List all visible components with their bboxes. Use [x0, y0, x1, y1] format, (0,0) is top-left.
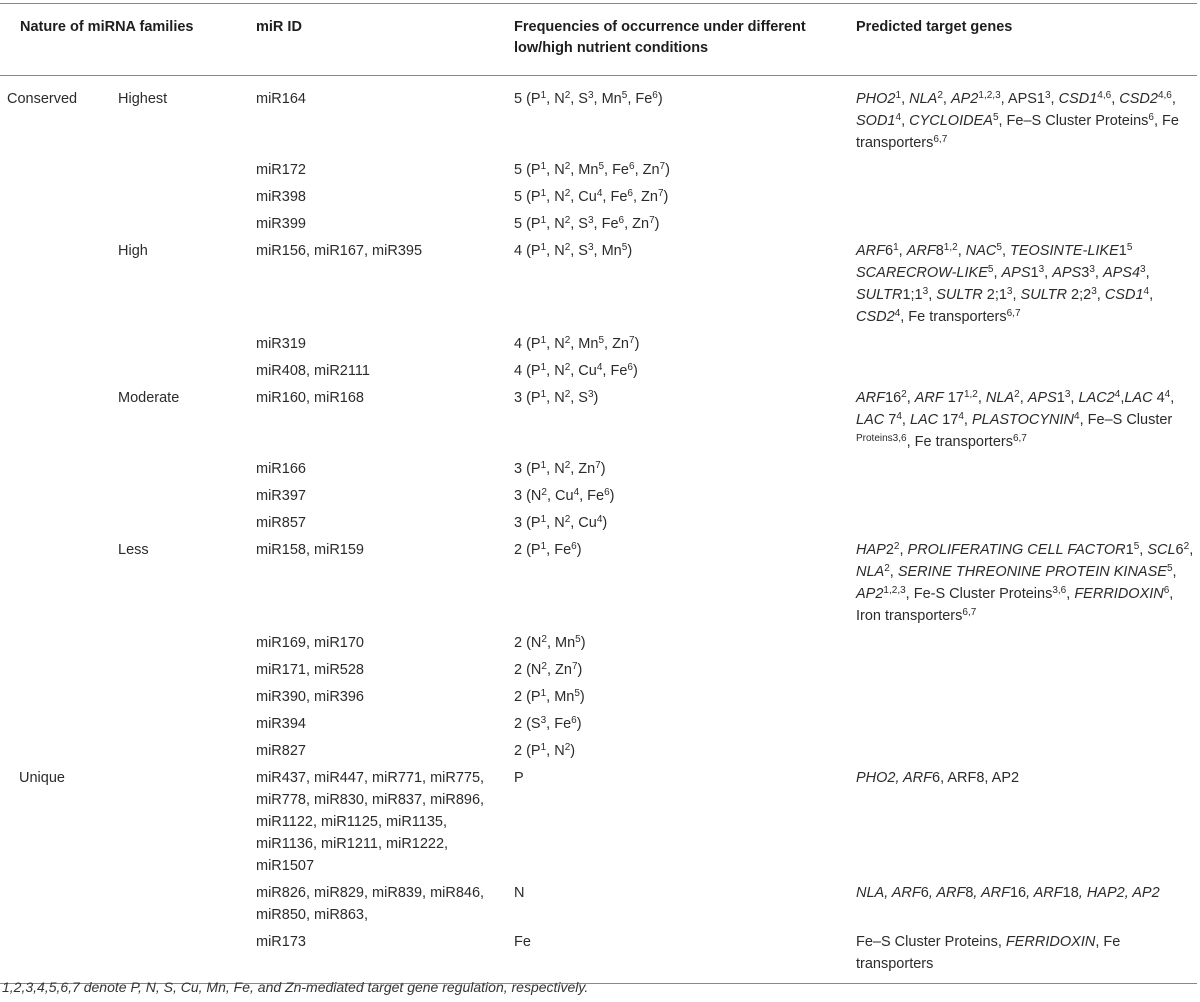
cell-frequency: 3 ($P^1$, $N^2$, Zn$^7$)	[514, 460, 606, 477]
cell-frequency: 2 ($P^1$, Fe$^6$)	[514, 541, 582, 558]
cell-frequency: 3 ($P^1$, $N^2$, Cu$^4$)	[514, 514, 608, 531]
cell-frequency: 4 ($P^1$, $N^2$, Mn$^5$, Zn$^7$)	[514, 335, 640, 352]
cell-targets: $HAP2^2$, PROLIFERATING CELL $FACTOR1^5$, $SCL6^2$, NLA$^2$, SERINE THREONINE PROTEIN KINASE$^5$, AP2$^{1,2,3}$, Fe-S Cluster Proteins$^{3,6}$, FERRIDOXIN$^6$, Iron transporters$^{6,7}$	[856, 541, 1194, 624]
cell-frequency: 5 ($P^1$, $N^2$, Cu$^4$, Fe$^6$, Zn$^7$)	[514, 188, 669, 205]
cell-category	[0, 183, 118, 210]
cell-frequency: 3 ($P^1$, $N^2$, $S^3$)	[514, 389, 599, 406]
cell-frequency: 5 ($P^1$, $N^2$, Mn$^5$, Fe$^6$, Zn$^7$)	[514, 161, 670, 178]
mirna-table	[0, 3, 1197, 984]
cell-category	[0, 710, 118, 737]
cell-mir-id: miR171, miR528	[256, 662, 364, 678]
table-row	[0, 330, 1197, 357]
cell-category	[0, 384, 118, 455]
cell-level	[118, 879, 256, 928]
cell-level: Less	[118, 542, 149, 558]
table-row	[0, 536, 1197, 629]
table-header-row	[0, 4, 1197, 76]
cell-frequency: P	[514, 770, 524, 786]
cell-targets	[856, 330, 1197, 357]
cell-level	[118, 357, 256, 384]
table-row	[0, 764, 1197, 879]
cell-category: Conserved	[7, 91, 78, 107]
cell-frequency: 4 ($P^1$, $N^2$, Cu$^4$, Fe$^6$)	[514, 362, 638, 379]
cell-category	[0, 482, 118, 509]
cell-category	[0, 879, 118, 928]
cell-category	[0, 210, 118, 237]
table-row	[0, 737, 1197, 764]
cell-mir-id: miR160, miR168	[256, 390, 364, 406]
cell-category	[0, 656, 118, 683]
cell-category	[0, 237, 118, 330]
table-footnote: 1,2,3,4,5,6,7 denote P, N, S, Cu, Mn, Fe, and Zn-mediated target gene regulation, respectively.	[2, 979, 589, 995]
cell-targets	[856, 683, 1197, 710]
cell-targets	[856, 455, 1197, 482]
cell-level	[118, 210, 256, 237]
cell-mir-id: miR172	[256, 162, 306, 178]
cell-mir-id: miR408, miR2111	[256, 363, 370, 379]
cell-targets: NLA, ARF6, ARF8, ARF16, ARF18, HAP2, AP2	[856, 885, 1160, 901]
cell-frequency: 2 ($S^3$, Fe$^6$)	[514, 715, 582, 732]
cell-frequency: 2 ($P^1$, Mn$^5$)	[514, 688, 585, 705]
cell-category	[0, 629, 118, 656]
cell-category: Unique	[19, 770, 65, 786]
cell-level	[118, 482, 256, 509]
cell-targets	[856, 509, 1197, 536]
cell-targets: Fe–S Cluster Proteins, FERRIDOXIN, Fe transporters	[856, 928, 1197, 984]
cell-level	[118, 683, 256, 710]
cell-mir-id: miR164	[256, 91, 306, 107]
cell-mir-id: miR158, miR159	[256, 542, 364, 558]
cell-mir-id: miR319	[256, 336, 306, 352]
table-row	[0, 237, 1197, 330]
header-mir-id: miR ID	[256, 4, 514, 76]
cell-frequency: 4 ($P^1$, $N^2$, $S^3$, Mn$^5$)	[514, 242, 633, 259]
cell-frequency: 5 ($P^1$, $N^2$, $S^3$, Mn$^5$, Fe$^6$)	[514, 90, 663, 107]
cell-targets: PHO2, ARF6, ARF8, AP2	[856, 770, 1020, 786]
cell-mir-id: miR826, miR829, miR839, miR846, miR850, miR863,	[256, 885, 485, 923]
cell-targets	[856, 629, 1197, 656]
cell-mir-id: miR399	[256, 216, 306, 232]
cell-targets	[856, 710, 1197, 737]
cell-frequency: 2 ($N^2$, Mn$^5$)	[514, 634, 586, 651]
cell-level	[118, 509, 256, 536]
table-row	[0, 384, 1197, 455]
cell-level	[118, 455, 256, 482]
table-row	[0, 455, 1197, 482]
cell-level	[118, 737, 256, 764]
cell-targets	[856, 156, 1197, 183]
table-row	[0, 183, 1197, 210]
cell-mir-id: miR827	[256, 743, 306, 759]
cell-targets: $ARF16^2$, ARF 17$^{1,2}$, NLA$^2$, $APS1^3$, $LAC2^4,LAC$ $4^4$, LAC $7^4$, LAC $17^4$, PLASTOCYNIN$^4$, Fe–S Cluster $^{Proteins3,6}$, Fe transporters$^{6,7}$	[856, 389, 1175, 450]
cell-category	[0, 536, 118, 629]
cell-level	[118, 710, 256, 737]
table-row	[0, 156, 1197, 183]
table-row	[0, 509, 1197, 536]
cell-targets	[856, 183, 1197, 210]
table-row	[0, 683, 1197, 710]
table-row	[0, 210, 1197, 237]
table-row	[0, 879, 1197, 928]
cell-category	[0, 455, 118, 482]
cell-level: Highest	[118, 91, 168, 107]
table-row	[0, 482, 1197, 509]
table-row	[0, 357, 1197, 384]
cell-level	[118, 656, 256, 683]
cell-level: High	[118, 243, 148, 259]
header-frequency: Frequencies of occurrence under different low/high nutrient conditions	[514, 4, 856, 76]
cell-level	[118, 764, 256, 879]
cell-frequency: 2 ($N^2$, Zn$^7$)	[514, 661, 583, 678]
cell-targets	[856, 357, 1197, 384]
header-targets: Predicted target genes	[856, 4, 1197, 76]
cell-targets	[856, 482, 1197, 509]
cell-targets	[856, 737, 1197, 764]
cell-category	[0, 683, 118, 710]
table-body	[0, 76, 1197, 984]
cell-mir-id: miR169, miR170	[256, 635, 364, 651]
cell-category	[0, 357, 118, 384]
table-row	[0, 656, 1197, 683]
cell-mir-id: miR857	[256, 515, 306, 531]
cell-mir-id: miR397	[256, 488, 306, 504]
cell-level	[118, 330, 256, 357]
table-row	[0, 629, 1197, 656]
cell-targets: $PHO2^1$, NLA$^2$, AP2$^{1,2,3}$, $APS1^3$, CSD1$^{4,6}$, CSD2$^{4,6}$, $SOD1^4$, CYCLOIDEA$^5$, Fe–S Cluster Proteins$^6$, Fe transporters$^{6,7}$	[856, 90, 1179, 151]
table-row	[0, 76, 1197, 157]
cell-frequency: 2 ($P^1$, $N^2$)	[514, 742, 576, 759]
cell-mir-id: miR394	[256, 716, 306, 732]
cell-mir-id: miR398	[256, 189, 306, 205]
cell-category	[0, 509, 118, 536]
cell-frequency: Fe	[514, 928, 856, 984]
table-row	[0, 710, 1197, 737]
cell-targets	[856, 210, 1197, 237]
cell-mir-id: miR166	[256, 461, 306, 477]
cell-frequency: 5 ($P^1$, $N^2$, $S^3$, Fe$^6$, Zn$^7$)	[514, 215, 660, 232]
cell-frequency: 3 ($N^2$, Cu$^4$, Fe$^6$)	[514, 487, 615, 504]
cell-mir-id: miR173	[256, 928, 514, 984]
cell-category	[0, 737, 118, 764]
cell-mir-id: miR156, miR167, miR395	[256, 243, 423, 259]
cell-category	[0, 156, 118, 183]
header-nature: Nature of miRNA families	[0, 4, 256, 76]
cell-level	[118, 629, 256, 656]
cell-level	[118, 156, 256, 183]
cell-mir-id: miR390, miR396	[256, 689, 364, 705]
cell-mir-id: miR437, miR447, miR771, miR775, miR778, miR830, miR837, miR896, miR1122, miR1125, miR1135, miR1136, miR1211, miR1222, miR1507	[256, 770, 485, 874]
cell-frequency: N	[514, 885, 525, 901]
cell-level: Moderate	[118, 390, 180, 406]
cell-category	[0, 330, 118, 357]
cell-targets	[856, 656, 1197, 683]
cell-level	[118, 183, 256, 210]
cell-targets: $ARF6^1$, ARF8$^{1,2}$, NAC$^5$, TEOSINTE-$LIKE1^5$ SCARECROW-LIKE$^5$, $APS1^3$, $APS3^3$, $APS4^3$, $SULTR1;1^3$, SULTR $2;1^3$, SULTR $2;2^3$, $CSD1^4$, $CSD2^4$, Fe transporters$^{6,7}$	[856, 242, 1154, 325]
